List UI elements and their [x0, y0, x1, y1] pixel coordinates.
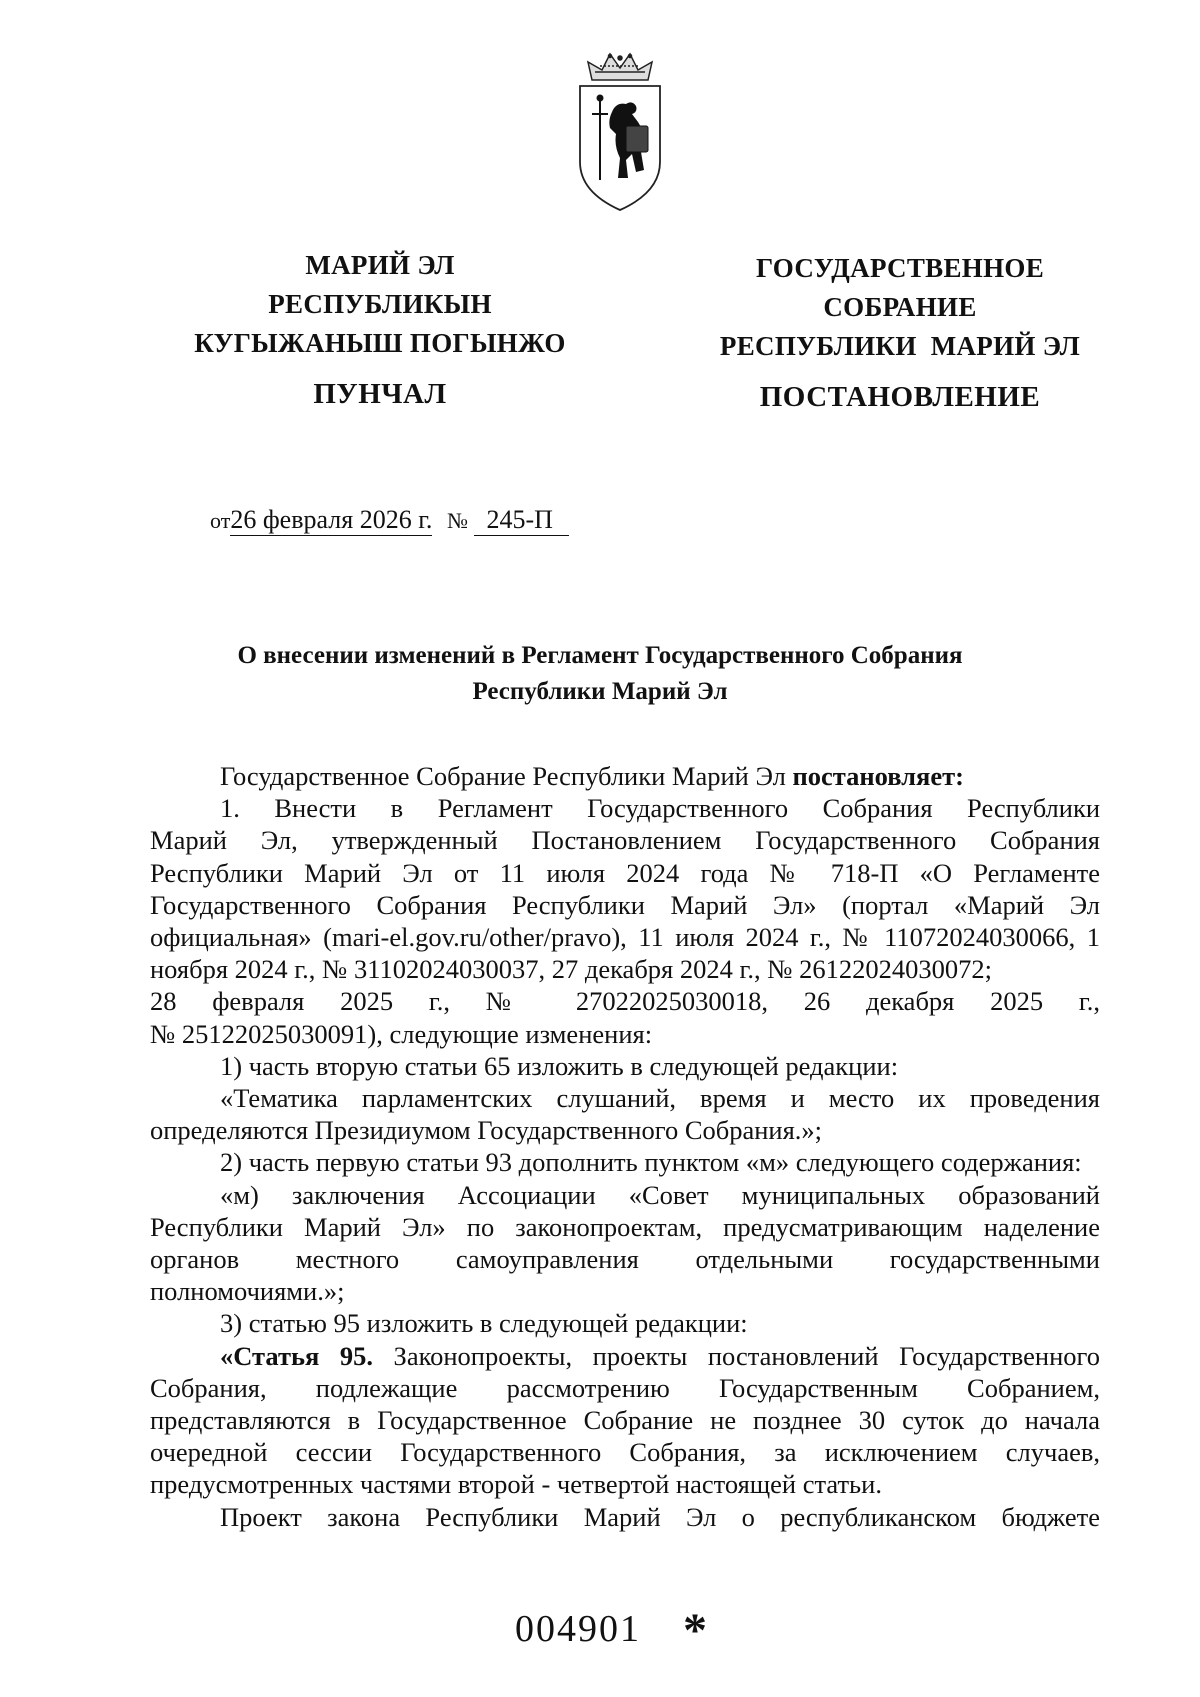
- asterisk-mark: *: [683, 1604, 707, 1657]
- paragraph-1-dates: 28 февраля 2025 г., № 27022025030018, 26 декабря 2025 г.,: [150, 986, 1100, 1017]
- header-right-line: СОБРАНИЕ: [823, 292, 977, 322]
- crown-icon: [588, 54, 652, 80]
- paragraph-1-first-line: 1. Внести в Регламент Государственного Собрания Республики: [220, 793, 1100, 824]
- header-left-line: КУГЫЖАНЫШ ПОГЫНЖО: [194, 328, 566, 358]
- item-1-quote: «Тематика парламентских слушаний, время и место их проведения определяются Президиумом Государственного Собрания.»;: [150, 1083, 1100, 1146]
- header-left-line: РЕСПУБЛИКЫН: [268, 289, 492, 319]
- item-2: 2) часть первую статьи 93 дополнить пунктом «м» следующего содержания:: [220, 1147, 1082, 1178]
- header-left-line: МАРИЙ ЭЛ: [305, 250, 455, 280]
- article-95-open-quote: «: [220, 1340, 234, 1371]
- article-95-text: Законопроекты, проекты постановлений Государственного Собрания, подлежащие рассмотрению Государственным Собранием, представляются в Государственное Собрание не позднее 30 суток до начала очередной сессии Государственного Собрания, за исключением случаев, предусмотренных частями второй - четвертой настоящей статьи.: [150, 1340, 1100, 1500]
- coat-of-arms-icon: [570, 50, 670, 220]
- paragraph-1-end: № 25122025030091), следующие изменения:: [150, 1018, 653, 1049]
- serial-number: 004901: [515, 1608, 641, 1650]
- paragraph-1-text: Марий Эл, утвержденный Постановлением Государственного Собрания Республики Марий Эл от 11 июля 2024 года № 718-П «О Регламенте Государственного Собрания Республики Марий Эл» (портал «Марий Эл официальная» (mari-el.gov.ru/other/pravo), 11 июля 2024 г., № 11072024030066, 1 ноября 2024 г., № 31102024030037, 27 декабря 2024 г., № 26122024030072;: [150, 825, 1100, 985]
- document-date: 26 февраля 2026 г.: [230, 505, 433, 534]
- number-sign: №: [446, 508, 468, 533]
- intro-bold: постановляет:: [792, 761, 964, 791]
- header-left: [150, 246, 610, 363]
- header-right: [680, 249, 1120, 366]
- last-paragraph: Проект закона Республики Марий Эл о республиканском бюджете: [220, 1501, 1100, 1532]
- document-number: 245-П: [474, 505, 568, 536]
- header-right-line: ГОСУДАРСТВЕННОЕ: [756, 253, 1044, 283]
- doc-type-mari: ПУНЧАЛ: [313, 378, 447, 410]
- item-1: 1) часть вторую статьи 65 изложить в следующей редакции:: [220, 1050, 899, 1081]
- document-body: [150, 760, 1100, 1533]
- article-95-label: Статья 95.: [233, 1340, 373, 1371]
- date-prefix: от: [210, 508, 231, 533]
- item-2-quote: «м) заключения Ассоциации «Совет муниципальных образований Республики Марий Эл» по законопроектам, предусматривающим наделение органов местного самоуправления отдельными государственными полномочиями.»;: [150, 1179, 1100, 1307]
- intro-text: Государственное Собрание Республики Марий Эл: [220, 761, 793, 791]
- date-number-line: [210, 505, 569, 536]
- title-line: Республики Марий Эл: [472, 678, 728, 705]
- document-title: [150, 638, 1050, 710]
- doc-type-russian: ПОСТАНОВЛЕНИЕ: [759, 381, 1041, 413]
- header-right-line: РЕСПУБЛИКИ МАРИЙ ЭЛ: [719, 331, 1081, 361]
- intro-paragraph: [150, 760, 1100, 792]
- article-95-paragraph: [150, 1340, 1100, 1501]
- title-line: О внесении изменений в Регламент Государственного Собрания: [237, 642, 963, 669]
- item-3: 3) статью 95 изложить в следующей редакции:: [220, 1308, 748, 1339]
